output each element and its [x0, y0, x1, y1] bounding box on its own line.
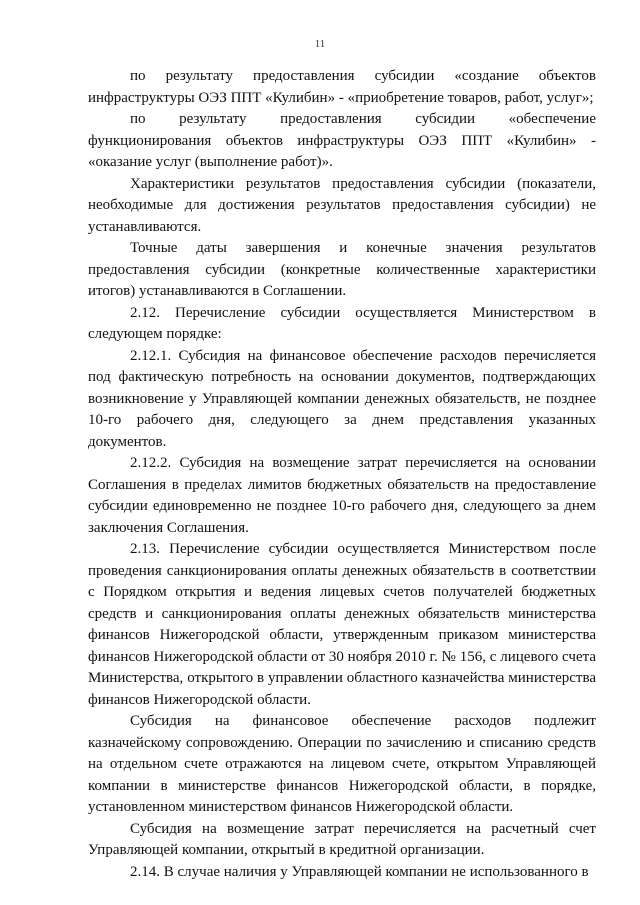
paragraph-result-operation: по результату предоставления субсидии «обеспечение функционирования объектов инфраструктуры ОЭЗ ППТ «Кулибин» - «оказание услуг (выполнение работ)».	[88, 111, 596, 170]
paragraph-2-12: 2.12. Перечисление субсидии осуществляется Министерством в следующем порядке:	[88, 304, 596, 342]
paragraph-2-12-1: 2.12.1. Субсидия на финансовое обеспечение расходов перечисляется под фактическую потребность на основании документов, подтверждающих возникновение у Управляющей компании денежных обязательств, не позднее 10-го рабочего дня, следующего за днем представления указанных документов.	[88, 347, 596, 450]
paragraph-2-12-2: 2.12.2. Субсидия на возмещение затрат перечисляется на основании Соглашения в пределах лимитов бюджетных обязательств на предоставление субсидии единовременно не позднее 10-го рабочего дня, следующего за днем заключения Соглашения.	[88, 455, 596, 536]
paragraph-2-13: 2.13. Перечисление субсидии осуществляется Министерством после проведения санкционирования оплаты денежных обязательств в соответствии с Порядком открытия и ведения лицевых счетов получателей бюджетных средств и санкционирования оплаты денежных обязательств министерства финансов Нижегородской области, утвержденным приказом министерства финансов Нижегородской области от 30 ноября 2010 г. № 156, с лицевого счета Министерства, открытого в управлении областного казначейства министерства финансов Нижегородской области.	[88, 541, 596, 708]
paragraph-settlement-account: Субсидия на возмещение затрат перечисляется на расчетный счет Управляющей компании, открытый в кредитной организации.	[88, 820, 596, 858]
paragraph-result-characteristics: Характеристики результатов предоставления субсидии (показатели, необходимые для достижения результатов предоставления субсидии) не устанавливаются.	[88, 175, 596, 235]
paragraph-result-infrastructure: по результату предоставления субсидии «создание объектов инфраструктуры ОЭЗ ППТ «Кулибин» - «приобретение товаров, работ, услуг»;	[88, 68, 596, 106]
paragraph-completion-dates: Точные даты завершения и конечные значения результатов предоставления субсидии (конкретные количественные характеристики итогов) устанавливаются в Соглашении.	[88, 240, 596, 299]
document-body	[88, 66, 596, 883]
paragraph-2-14: 2.14. В случае наличия у Управляющей компании не использованного в	[130, 863, 589, 880]
paragraph-treasury-support: Субсидия на финансовое обеспечение расходов подлежит казначейскому сопровождению. Операции по зачислению и списанию средств на отдельном счете отражаются на лицевом счете, открытом Управляющей компании в министерстве финансов Нижегородской области, в порядке, установленном министерством финансов Нижегородской области.	[88, 713, 596, 815]
page-number: 11	[314, 38, 326, 50]
